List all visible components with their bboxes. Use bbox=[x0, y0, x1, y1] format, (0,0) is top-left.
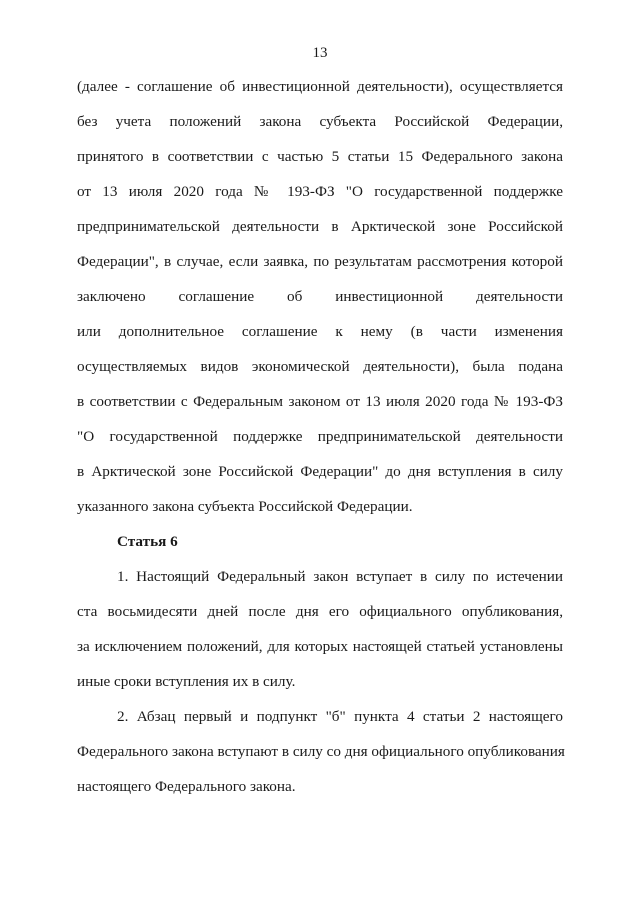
paragraph-1-line-2: без учета положений закона субъекта Российской Федерации, bbox=[77, 113, 563, 130]
page-number: 13 bbox=[312, 45, 328, 61]
paragraph-1-line-9: осуществляемых видов экономической деятельности), была подана bbox=[77, 358, 563, 375]
paragraph-3-line-2: Федерального закона вступают в силу со дня официального опубликования bbox=[77, 743, 565, 760]
paragraph-1-line-8: или дополнительное соглашение к нему (в части изменения bbox=[77, 323, 563, 340]
paragraph-3-line-3: настоящего Федерального закона. bbox=[77, 778, 296, 795]
paragraph-1-line-3: принятого в соответствии с частью 5 статьи 15 Федерального закона bbox=[77, 148, 563, 165]
paragraph-1-line-7: заключено соглашение об инвестиционной деятельности bbox=[77, 288, 563, 305]
paragraph-1-line-11: "О государственной поддержке предпринимательской деятельности bbox=[77, 428, 563, 445]
paragraph-1-line-12: в Арктической зоне Российской Федерации" до дня вступления в силу bbox=[77, 463, 563, 480]
paragraph-1-line-13: указанного закона субъекта Российской Федерации. bbox=[77, 498, 413, 515]
paragraph-1-line-1: (далее - соглашение об инвестиционной деятельности), осуществляется bbox=[77, 78, 563, 95]
paragraph-3-line-1: 2. Абзац первый и подпункт "б" пункта 4 статьи 2 настоящего bbox=[117, 708, 563, 725]
article-heading: Статья 6 bbox=[117, 533, 178, 550]
paragraph-1-line-5: предпринимательской деятельности в Арктической зоне Российской bbox=[77, 218, 563, 235]
paragraph-1-line-10: в соответствии с Федеральным законом от 13 июля 2020 года № 193-ФЗ bbox=[77, 393, 563, 410]
paragraph-2-line-3: за исключением положений, для которых настоящей статьей установлены bbox=[77, 638, 563, 655]
paragraph-2-line-2: ста восьмидесяти дней после дня его официального опубликования, bbox=[77, 603, 563, 620]
paragraph-1-line-4: от 13 июля 2020 года № 193-ФЗ "О государственной поддержке bbox=[77, 183, 563, 200]
paragraph-2-line-4: иные сроки вступления их в силу. bbox=[77, 673, 296, 690]
paragraph-2-line-1: 1. Настоящий Федеральный закон вступает в силу по истечении bbox=[117, 568, 563, 585]
paragraph-1-line-6: Федерации", в случае, если заявка, по результатам рассмотрения которой bbox=[77, 253, 563, 270]
